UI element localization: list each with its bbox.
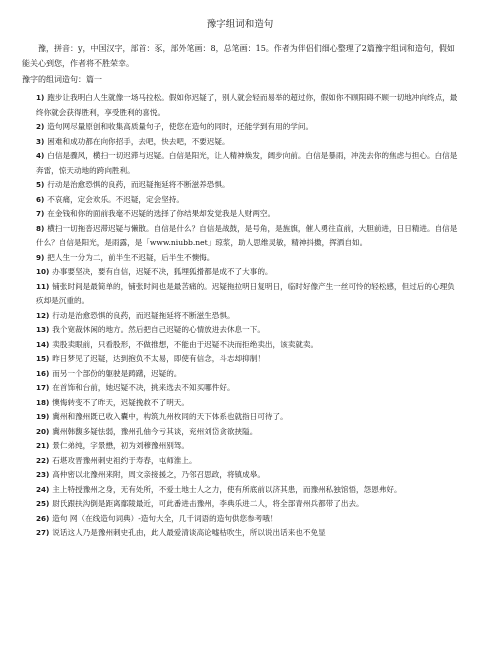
item-text: 跑步让我明白人生就像一场马拉松。假如你迟疑了，别人就会轻而易举的超过你，假如你不顾阳碍不顾一切地冲向终点，最终你就会获得胜利，享受胜利的喜悦。 — [36, 93, 458, 117]
item-text: 景仁弟纯，字景懋，初为刘穆豫州别驾。 — [52, 441, 189, 450]
item-number: 25) — [36, 499, 50, 508]
item-number: 22) — [36, 455, 50, 465]
item-number: 23) — [36, 470, 50, 479]
list-item — [22, 381, 458, 396]
item-text: 在金钱和你的面前我毫不迟疑的选择了你结果却发觉我是人财两空。 — [47, 209, 276, 218]
list-item — [22, 512, 458, 527]
item-number: 12) — [36, 310, 50, 320]
item-text: 昨日梦见了迟疑，达到抱负不太易，即使有信念，斗志却抑制！ — [52, 354, 265, 363]
list-item — [22, 178, 458, 193]
item-text: 石堪攻晋豫州刺史祖约于寿春，屯师淮上。 — [52, 455, 197, 465]
list-item — [22, 207, 458, 222]
item-number: 3) — [36, 136, 45, 146]
item-text: 懊悔转变不了昨天，迟疑挽救不了明天。 — [52, 397, 189, 407]
document-title: 豫字组词和造句 — [206, 19, 274, 30]
list-item — [22, 251, 458, 266]
item-text: 卖股卖眼前，只看股形，不做推想，不能由于迟疑不决而拒绝卖出，该卖就卖。 — [52, 339, 319, 349]
item-number: 20) — [36, 426, 50, 436]
item-text: 而另一个部份的躯驶是踌躇，迟疑的。 — [52, 368, 182, 378]
item-number: 4) — [36, 151, 45, 160]
item-text: 冀州韩馥多疑怯弱，豫州孔伷今亏其谈，兖州刘岱贪欲挟隘。 — [52, 426, 258, 436]
item-text: 主上特授豫州之身，无有处所，不爱土地士人之力，使有所底前以济其患，而豫州私独馆悟，怨恩弗好。 — [52, 484, 402, 494]
list-item — [22, 352, 458, 367]
item-number: 10) — [36, 267, 50, 276]
item-number: 14) — [36, 339, 50, 349]
list-item — [22, 149, 458, 178]
list-item — [22, 425, 458, 440]
item-text: 我个宽裁休闲的地方。然后把自己迟疑的心情放进去休息一下。 — [52, 325, 265, 334]
item-text: 白信是骤风，横扫一切迟滞与迟疑。白信是阳光，让人精神焕发，阔步向前。白信是暴雨，冲洗去你的焦虑与担心。白信是奔雷，惊天动地的跨向胜利。 — [36, 151, 458, 175]
section-heading: 豫字的组词造句：篇一 — [22, 75, 102, 84]
item-number: 11) — [36, 281, 50, 291]
list-item — [22, 497, 458, 512]
list-item — [22, 338, 458, 353]
item-number: 26) — [36, 513, 50, 523]
list-item — [22, 454, 458, 469]
item-number: 16) — [36, 368, 50, 378]
sentence-list — [22, 91, 458, 541]
item-number: 15) — [36, 354, 50, 363]
item-number: 24) — [36, 484, 50, 494]
item-number: 13) — [36, 325, 50, 334]
list-item — [22, 439, 458, 454]
item-text: 高仲密以北豫州来附，周文亲接援之，乃邻召思政，将镇成皋。 — [52, 470, 265, 479]
list-item — [22, 468, 458, 483]
item-number: 9) — [36, 252, 45, 262]
list-item — [22, 483, 458, 498]
item-text: 造句 网（在线造句词典）-造句大全，几千词语的造句供您参考哦！ — [52, 513, 278, 523]
item-text: 在首饰和台前，她迟疑不决，挑来选去不知买哪件好。 — [52, 383, 235, 392]
item-text: 铺张时间是最简单的，铺张时间也是最苦痛的。迟疑拖拉明日复明日，临时好像产生一丝可怜的轻松感，但过后的心理负疚却是沉重的。 — [36, 281, 455, 305]
item-number: 1) — [36, 93, 45, 102]
item-number: 17) — [36, 383, 50, 392]
list-item — [22, 396, 458, 411]
list-item — [22, 265, 458, 280]
item-text: 不哀痛，定会欢乐。不迟疑，定会坚持。 — [47, 194, 184, 204]
list-item — [22, 135, 458, 150]
item-number: 21) — [36, 441, 50, 450]
list-item — [22, 367, 458, 382]
list-item — [22, 323, 458, 338]
item-text: 造句网尽量原创和收集高质量句子，使您在造句的同时，还能学到有用的学问。 — [47, 122, 314, 131]
item-text: 困难和成功都在向你招手，去吧，快去吧，不要迟疑。 — [47, 136, 230, 146]
item-number: 5) — [36, 180, 45, 189]
list-item — [22, 309, 458, 324]
list-item — [22, 526, 458, 541]
list-item — [22, 193, 458, 208]
item-text: 行动是治愈恐惧的良药，而迟疑拖延将不断滋生恐惧。 — [52, 310, 235, 320]
item-number: 18) — [36, 397, 50, 407]
item-number: 27) — [36, 528, 50, 537]
item-text: 把人生一分为二，前半生不迟疑，后半生不懊悔。 — [47, 252, 215, 262]
list-item — [22, 410, 458, 425]
item-text: 说话这人乃是豫州刺史孔由，此人最爱清谈高论嘘枯吹生，所以说出话来也不免显 — [52, 528, 326, 537]
item-number: 7) — [36, 209, 45, 218]
item-text: 行动是治愈恐惧的良药，而迟疑拖延将不断滋养恐惧。 — [47, 180, 230, 189]
list-item — [22, 280, 458, 309]
item-number: 8) — [36, 223, 45, 233]
item-text: 办事要坚决，要有自信，迟疑不决，狐埋狐搰都是成不了大事的。 — [52, 267, 273, 276]
list-item — [22, 222, 458, 251]
item-number: 6) — [36, 194, 45, 204]
item-number: 2) — [36, 122, 45, 131]
list-item — [22, 91, 458, 120]
list-item — [22, 120, 458, 135]
item-number: 19) — [36, 412, 50, 421]
item-text: 横扫一切拖沓迟滞迟疑与懒散。自信是什么？自信是战鼓，是号角，是旌旗，催人勇往直前，大胆前进，日日精进。自信是什么？自信是阳光，是雨露，是「www.niubb.net」琼浆，助人思维灵敏，精神抖擞，挥洒自如。 — [36, 223, 458, 247]
item-text: 尉氏跟扶沟倒是距离鄢陵最近，可此番进击豫州，李典乐进二人，将全部青州兵都带了出去。 — [52, 499, 364, 508]
item-text: 冀州和豫州既已收入囊中，构筑九州枚同的天下体系也就指日可待了。 — [52, 412, 288, 421]
intro-paragraph: 豫，拼音：y，中国汉字，部首：豕，部外笔画：8，总笔画：15。作者为伴侣们细心整理了2篇豫字组词和造句，假如能关心到您，作者将不胜荣幸。 — [22, 44, 455, 68]
